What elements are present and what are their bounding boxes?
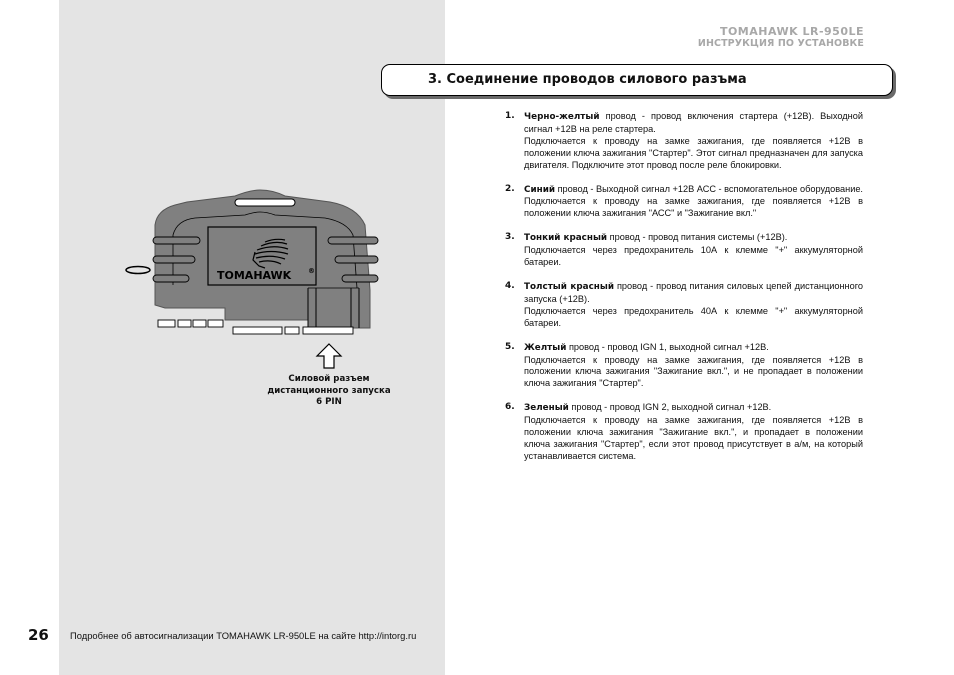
- item-number: 4.: [505, 280, 515, 291]
- wire-details: Подключается к проводу на замке зажигания, где появляется +12В в положении ключа зажигания "Зажигание вкл.", и не пропадает в положении ключа зажигания "Стартер".: [524, 354, 863, 389]
- item-number: 2.: [505, 183, 515, 194]
- wire-details: Подключается через предохранитель 10А к клемме "+" аккумуляторной батареи.: [524, 245, 863, 268]
- wire-details: Подключается к проводу на замке зажигания, где появляется +12В в положении ключа зажигания "Зажигание вкл.", и пропадает в положении ключа зажигания "Стартер", если этот провод присутствует в а/м, на который устанавливается система.: [524, 415, 863, 461]
- list-item: [505, 184, 863, 221]
- wire-description: провод - провод IGN 2, выходной сигнал +12В.: [568, 402, 772, 413]
- list-item: [505, 232, 863, 269]
- page-number: 26: [28, 626, 49, 644]
- wire-name: Тонкий красный: [524, 233, 608, 244]
- power-connector-6pin: [303, 327, 353, 334]
- connector-tab: [285, 327, 299, 334]
- list-item: [505, 111, 863, 172]
- rib-right-2: [335, 256, 378, 263]
- footer-text: Подробнее об автосигнализации TOMAHAWK LR-950LE на сайте http://intorg.ru: [70, 630, 417, 641]
- brand-logo: TOMAHAWK: [217, 269, 292, 282]
- rib-left-3: [153, 275, 189, 282]
- wire-description: провод - провод питания системы (+12В).: [607, 232, 788, 243]
- wire-description: провод - провод включения стартера (+12В). Выходной сигнал +12В на реле стартера.: [524, 111, 863, 134]
- item-number: 1.: [505, 111, 515, 121]
- wire-description: провод - провод питания силовых цепей дистанционного запуска (+12В).: [524, 280, 863, 304]
- caption-line-2: дистанционного запуска: [267, 385, 391, 396]
- list-item: [505, 281, 863, 330]
- caption-line-3: 6 PIN: [316, 397, 342, 407]
- wire-details: Подключается к проводу на замке зажигания, где появляется +12В в положении ключа зажигания "Стартер". Этот сигнал предназначен для запуска двигателя. Подключите этот провод после реле блокировки.: [524, 135, 863, 170]
- arrow-up-icon: [315, 342, 343, 370]
- wire-details: Подключается через предохранитель 40А к клемме "+" аккумуляторной батареи.: [524, 305, 863, 328]
- section-title-box: [381, 64, 893, 96]
- list-item: [505, 402, 863, 463]
- wire-name: Черно-желтый: [524, 112, 600, 122]
- wire-name: Желтый: [524, 342, 567, 353]
- top-vent: [235, 199, 295, 206]
- section-title: 3. Соединение проводов силового разъма: [428, 72, 747, 87]
- antenna-loop: [126, 267, 150, 274]
- list-item: [505, 342, 863, 391]
- wire-description: провод - провод IGN 1, выходной сигнал +12В.: [566, 341, 769, 352]
- connector-tab: [208, 320, 223, 327]
- connector-tab: [193, 320, 206, 327]
- connector-tab: [178, 320, 191, 327]
- item-number: 3.: [505, 232, 515, 243]
- wire-details: Подключается к проводу на замке зажигания, где появляется +12В в положении ключа зажигания "АСС" и "Зажигание вкл.": [524, 196, 863, 219]
- connector-tab: [158, 320, 175, 327]
- connector-tab: [233, 327, 282, 334]
- wire-name: Толстый красный: [524, 281, 614, 292]
- header-subtitle: ИНСТРУКЦИЯ ПО УСТАНОВКЕ: [697, 38, 864, 49]
- wire-name: Зеленый: [524, 403, 569, 414]
- wire-name: Синий: [524, 184, 556, 195]
- registered-mark: ®: [308, 267, 315, 275]
- rib-left-1: [153, 237, 200, 244]
- item-number: 6.: [505, 402, 515, 413]
- item-number: 5.: [505, 341, 515, 352]
- running-header: [698, 26, 864, 50]
- wire-list: [505, 111, 863, 475]
- rib-right-3: [342, 275, 378, 282]
- caption-line-1: Силовой разъем: [288, 374, 370, 384]
- figure-caption: [255, 374, 403, 409]
- rib-left-2: [153, 256, 195, 263]
- alarm-unit-illustration: [125, 180, 385, 340]
- wire-description: провод - Выходной сигнал +12В АСС - вспомогательное оборудование.: [555, 183, 863, 194]
- rib-right-1: [328, 237, 378, 244]
- header-model: TOMAHAWK LR-950LE: [719, 25, 864, 38]
